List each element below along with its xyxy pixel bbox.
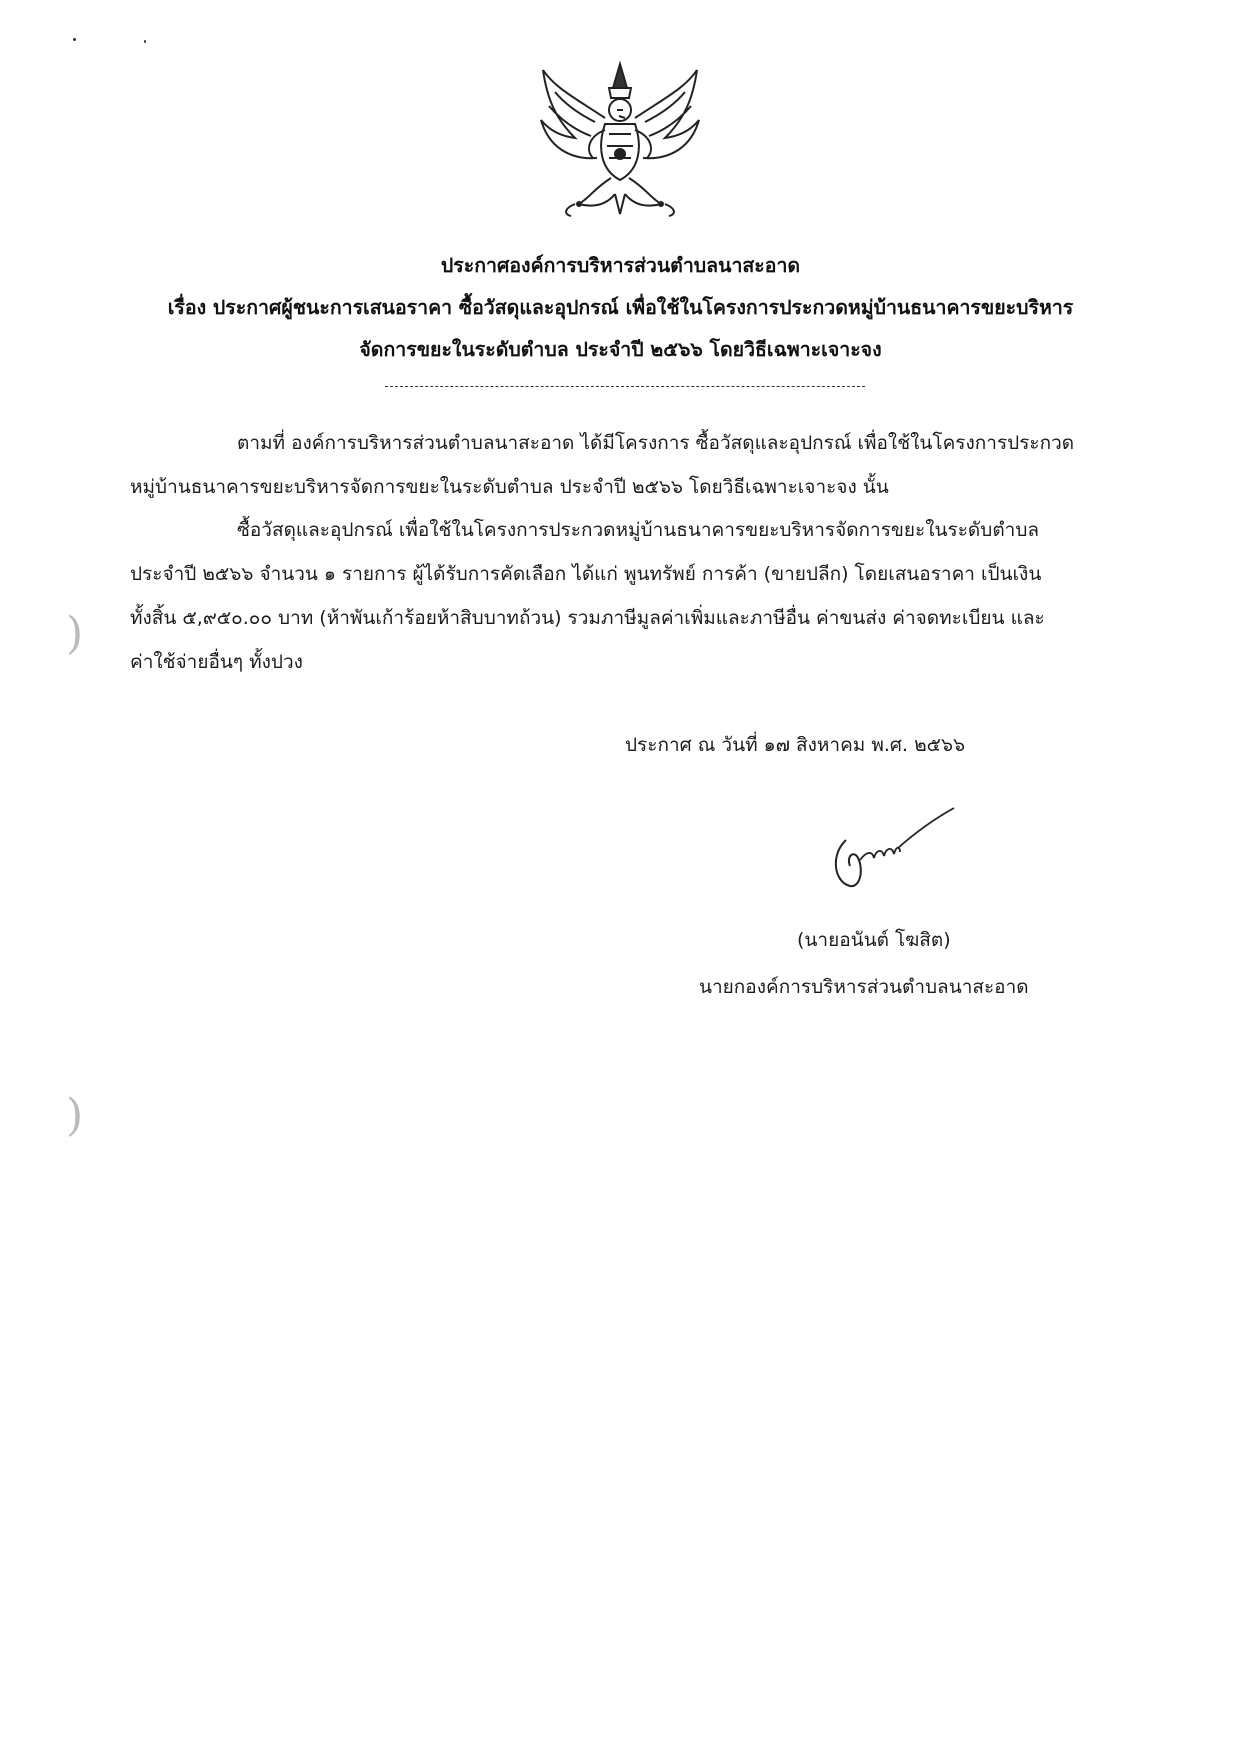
announce-date: ประกาศ ณ วันที่ ๑๗ สิงหาคม พ.ศ. ๒๕๖๖	[625, 734, 966, 756]
subject-line-1: เรื่อง ประกาศผู้ชนะการเสนอราคา ซื้อวัสดุและอุปกรณ์ เพื่อใช้ในโครงการประกวดหมู่บ้านธนาคารขยะบริหาร	[167, 296, 1074, 319]
signer-name: (นายอนันต์ โฆสิต)	[797, 929, 951, 951]
paragraph-1-line-1: ตามที่ องค์การบริหารส่วนตำบลนาสะอาด ได้มีโครงการ ซื้อวัสดุและอุปกรณ์ เพื่อใช้ในโครงการประกวด	[237, 432, 1075, 454]
paragraph-2-line-2: ประจำปี ๒๕๖๖ จำนวน ๑ รายการ ผู้ได้รับการคัดเลือก ได้แก่ พูนทรัพย์ การค้า (ขายปลีก) โดยเสนอราคา เป็นเงิน	[130, 563, 1042, 585]
heading-divider	[385, 386, 865, 387]
signature-icon	[820, 800, 960, 900]
signer-position: นายกองค์การบริหารส่วนตำบลนาสะอาด	[699, 976, 1029, 998]
subject-line-2: จัดการขยะในระดับตำบล ประจำปี ๒๕๖๖ โดยวิธีเฉพาะเจาะจง	[359, 338, 882, 361]
paragraph-2-line-1: ซื้อวัสดุและอุปกรณ์ เพื่อใช้ในโครงการประกวดหมู่บ้านธนาคารขยะบริหารจัดการขยะในระดับตำบล	[237, 519, 1040, 541]
punch-hole-mark: )	[66, 608, 84, 659]
agency-heading: ประกาศองค์การบริหารส่วนตำบลนาสะอาด	[440, 254, 801, 277]
scan-speck	[144, 40, 146, 43]
paragraph-2-line-3: ทั้งสิ้น ๕,๙๕๐.๐๐ บาท (ห้าพันเก้าร้อยห้าสิบบาทถ้วน) รวมภาษีมูลค่าเพิ่มและภาษีอื่น ค่าขนส่ง ค่าจดทะเบียน และ	[130, 607, 1045, 629]
paragraph-2-line-4: ค่าใช้จ่ายอื่นๆ ทั้งปวง	[130, 651, 303, 673]
scan-speck	[73, 38, 76, 41]
paragraph-1-line-2: หมู่บ้านธนาคารขยะบริหารจัดการขยะในระดับตำบล ประจำปี ๒๕๖๖ โดยวิธีเฉพาะเจาะจง นั้น	[130, 476, 889, 498]
garuda-emblem-icon	[535, 58, 705, 218]
punch-hole-mark: )	[66, 1090, 84, 1141]
